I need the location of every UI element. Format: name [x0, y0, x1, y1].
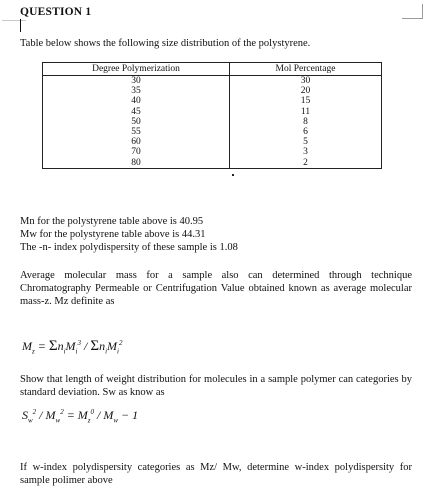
question-title: QUESTION 1	[20, 6, 92, 18]
degree-cell: 40	[43, 96, 230, 106]
degree-cell: 55	[43, 127, 230, 137]
formula-sw: $S_w^2 / M_w^2 = M_z^0 / M_w - 1$	[22, 408, 139, 425]
degree-cell: 60	[43, 137, 230, 147]
table-row	[43, 158, 382, 169]
question-final: If w-index polydispersity categories as Mz/ Mw, determine w-index polydispersity for sample polimer above	[20, 462, 412, 486]
intro-text: Table below shows the following size distribution of the polystyrene.	[20, 38, 311, 49]
header-degree-polymerization: Degree Polymerization	[43, 63, 230, 76]
degree-cell: 80	[43, 158, 230, 169]
mol-cell: 20	[230, 86, 382, 96]
table-row	[43, 76, 382, 87]
table-row	[43, 117, 382, 127]
table-row	[43, 96, 382, 106]
heading-rule	[2, 20, 26, 21]
mol-cell: 30	[230, 76, 382, 87]
degree-cell: 35	[43, 86, 230, 96]
table-row	[43, 137, 382, 147]
paragraph-mz: Average molecular mass for a sample also can determined through technique Chromatography Permeable or Centrifugation Value obtained known as average molecular mass-z. Mz definite as	[20, 270, 412, 307]
table-row	[43, 86, 382, 96]
paragraph-sw: Show that length of weight distribution for molecules in a sample polymer can categories by standard deviation. Sw as know as	[20, 374, 412, 398]
mol-cell: 3	[230, 147, 382, 157]
stray-dot	[232, 174, 234, 176]
text-cursor	[20, 19, 21, 32]
mol-cell: 6	[230, 127, 382, 137]
formula-mz: $M_z = \Sigma n_iM_i^3 / \Sigma n_iM_i^2$	[22, 338, 123, 356]
result-polydispersity-n: The -n- index polydispersity of these sample is 1.08	[20, 242, 238, 253]
table-row	[43, 147, 382, 157]
page-corner-mark	[402, 4, 423, 19]
table-row	[43, 127, 382, 137]
degree-cell: 70	[43, 147, 230, 157]
mol-cell: 8	[230, 117, 382, 127]
degree-cell: 30	[43, 76, 230, 87]
header-mol-percentage: Mol Percentage	[230, 63, 382, 76]
degree-cell: 50	[43, 117, 230, 127]
mol-cell: 5	[230, 137, 382, 147]
result-mw: Mw for the polystyrene table above is 44.31	[20, 229, 206, 240]
distribution-table	[42, 62, 382, 169]
mol-cell: 15	[230, 96, 382, 106]
degree-cell: 45	[43, 107, 230, 117]
mol-cell: 11	[230, 107, 382, 117]
result-mn: Mn for the polystyrene table above is 40.95	[20, 216, 204, 227]
mol-cell: 2	[230, 158, 382, 169]
table-row	[43, 107, 382, 117]
